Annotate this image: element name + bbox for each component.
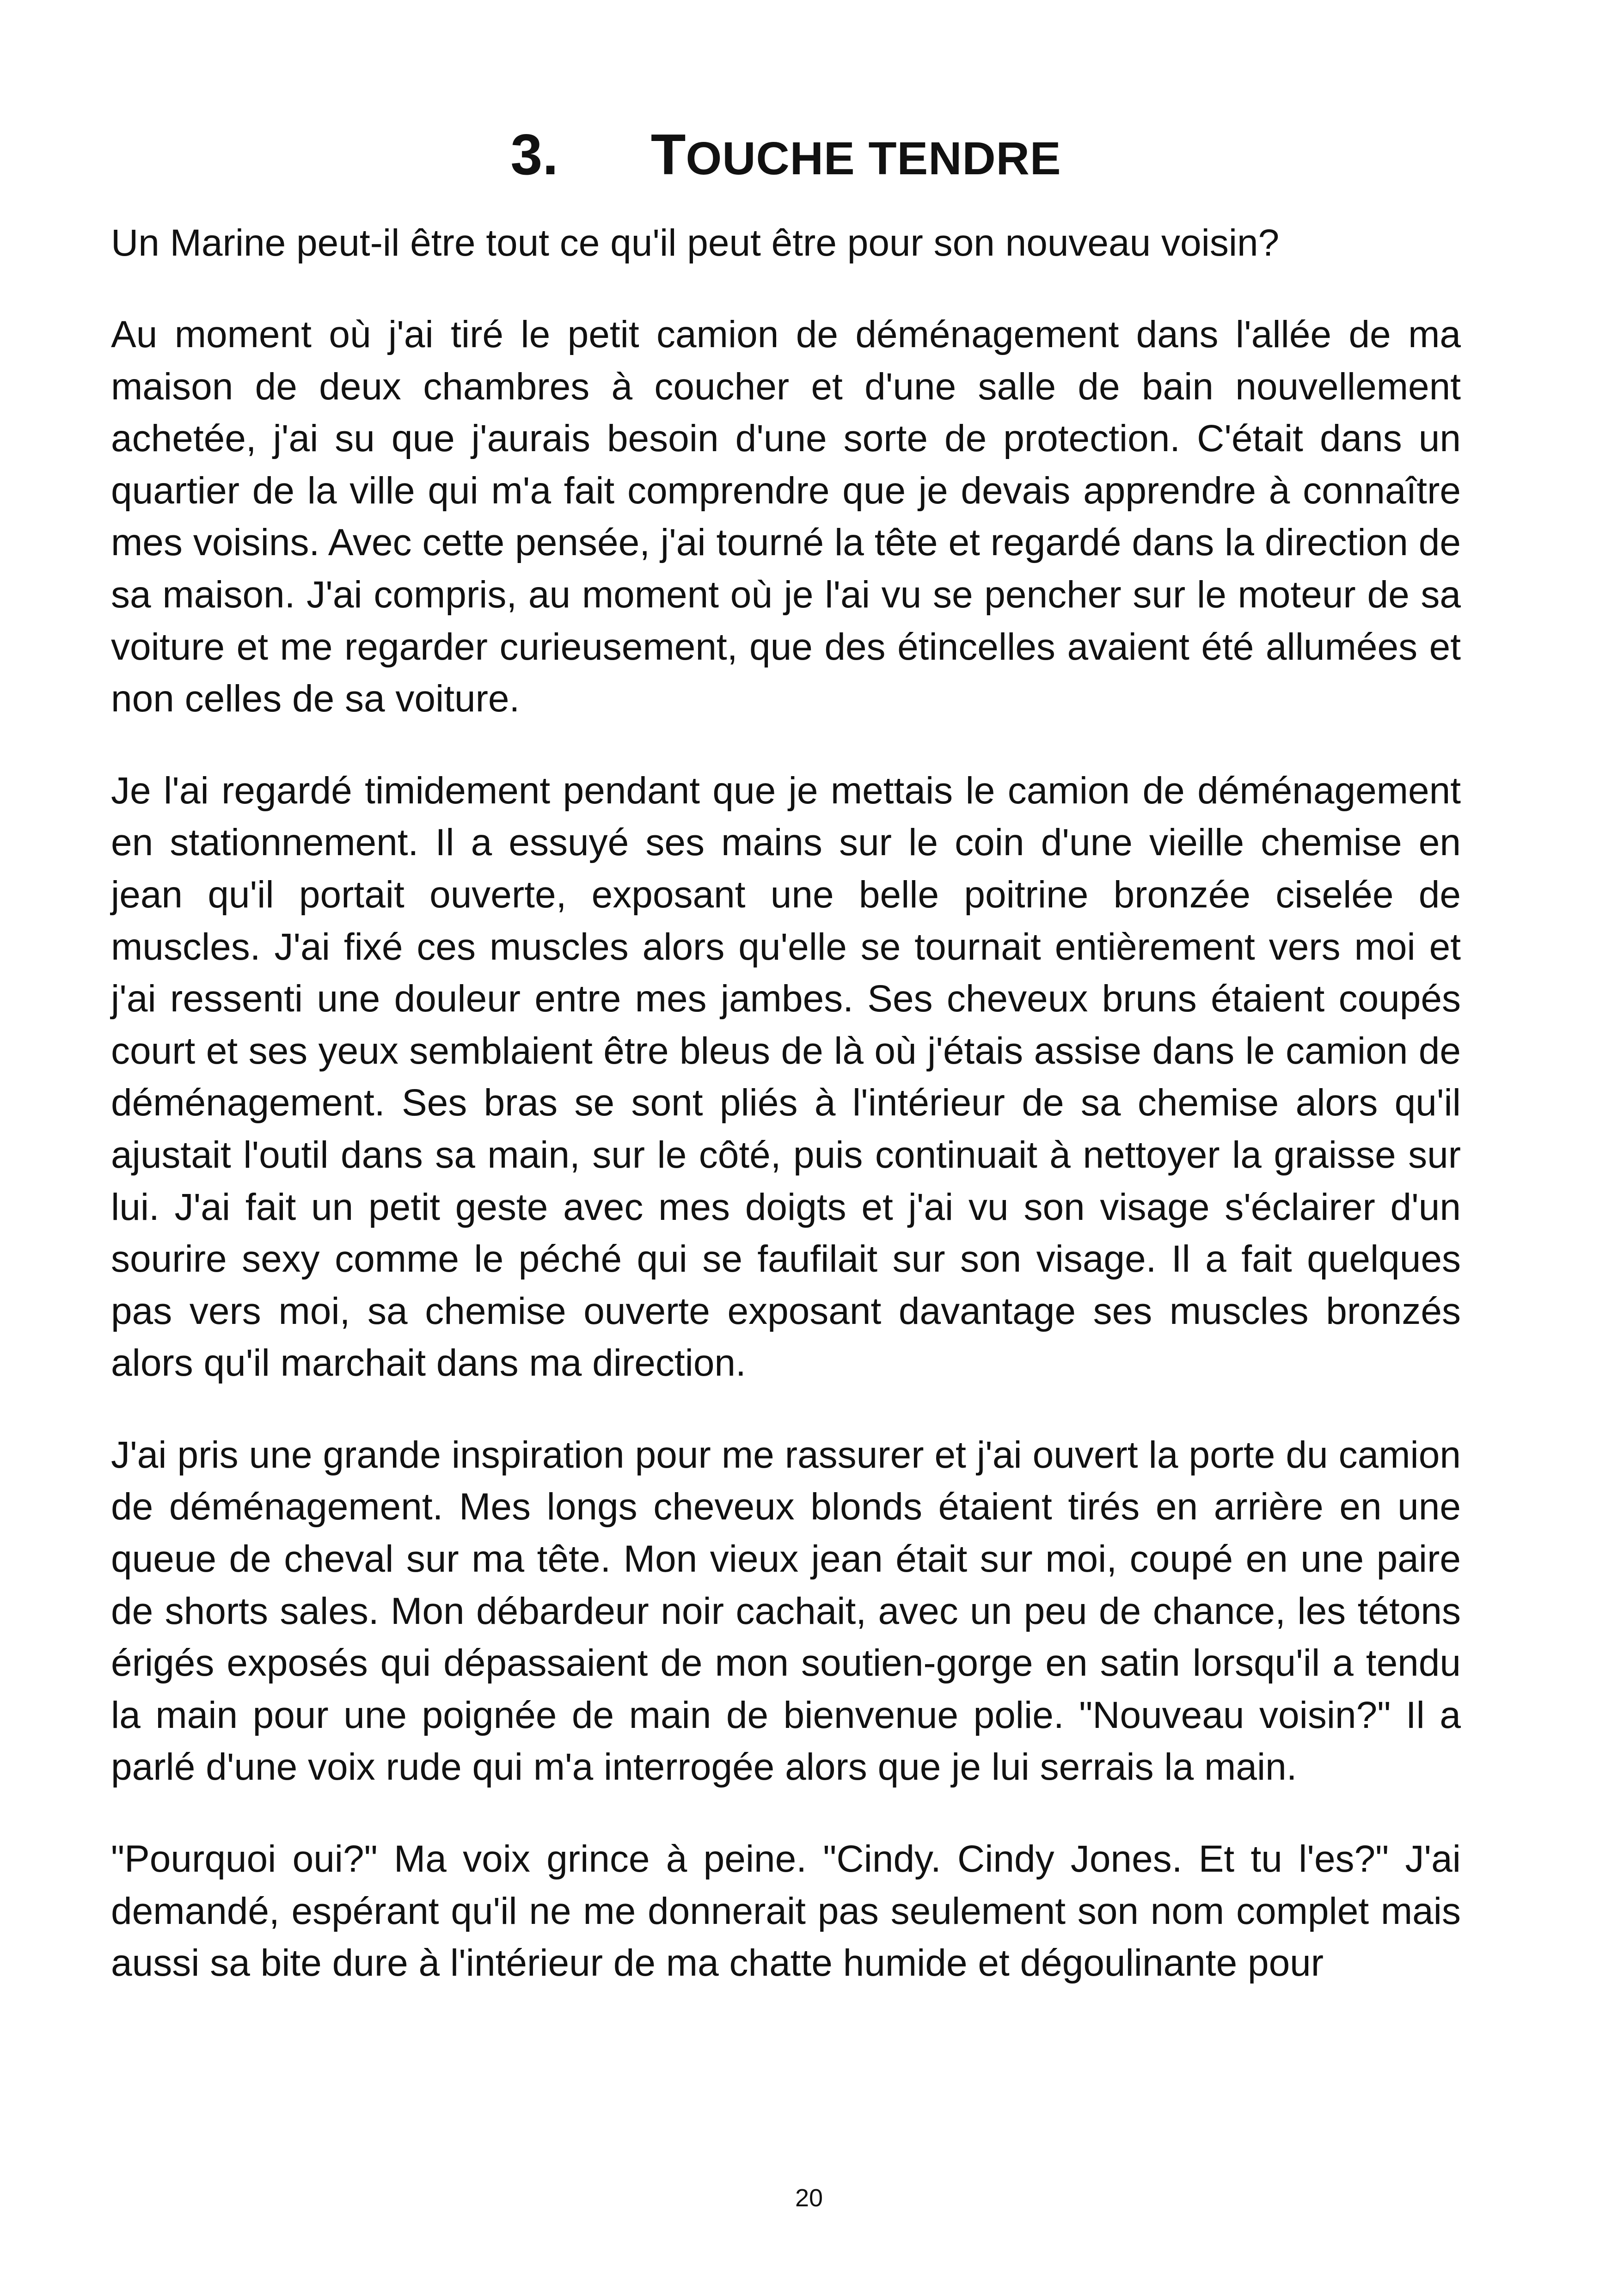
page-number: 20 — [795, 2184, 823, 2212]
chapter-heading — [111, 120, 1461, 193]
paragraph-3: J'ai pris une grande inspiration pour me rassurer et j'ai ouvert la porte du camion de déménagement. Mes longs cheveux blonds étaient tirés en arrière en une queue de cheval sur ma tête. Mon vieux jean était sur moi, coupé en une paire de shorts sales. Mon débardeur noir cachait, avec un peu de chance, les tétons érigés exposés qui dépassaient de mon soutien-gorge en satin lorsqu'il a tendu la main pour une poignée de main de bienvenue polie. "Nouveau voisin?" Il a parlé d'une voix rude qui m'a interrogée alors que je lui serrais la main. — [111, 1433, 1461, 1788]
body-text — [111, 309, 1461, 1990]
paragraph-4: "Pourquoi oui?" Ma voix grince à peine. "Cindy. Cindy Jones. Et tu l'es?" J'ai demandé, espérant qu'il ne me donnerait pas seulement son nom complet mais aussi sa bite dure à l'intérieur de ma chatte humide et dégoulinante pour — [111, 1838, 1461, 1984]
chapter-number: 3. — [510, 123, 558, 187]
chapter-subtitle: Un Marine peut-il être tout ce qu'il peut être pour son nouveau voisin? — [111, 222, 1280, 264]
paragraph-1: Au moment où j'ai tiré le petit camion de déménagement dans l'allée de ma maison de deux chambres à coucher et d'une salle de bain nouvellement achetée, j'ai su que j'aurais besoin d'une sorte de protection. C'était dans un quartier de la ville qui m'a fait comprendre que je devais apprendre à connaître mes voisins. Avec cette pensée, j'ai tourné la tête et regardé dans la direction de sa maison. J'ai compris, au moment où je l'ai vu se pencher sur le moteur de sa voiture et me regarder curieusement, que des étincelles avaient été allumées et non celles de sa voiture. — [111, 313, 1461, 720]
paragraph-2: Je l'ai regardé timidement pendant que je mettais le camion de déménagement en stationnement. Il a essuyé ses mains sur le coin d'une vieille chemise en jean qu'il portait ouverte, exposant une belle poitrine bronzée ciselée de muscles. J'ai fixé ces muscles alors qu'elle se tournait entièrement vers moi et j'ai ressenti une douleur entre mes jambes. Ses cheveux bruns étaient coupés court et ses yeux semblaient être bleus de là où j'étais assise dans le camion de déménagement. Ses bras se sont pliés à l'intérieur de sa chemise alors qu'il ajustait l'outil dans sa main, sur le côté, puis continuait à nettoyer la graisse sur lui. J'ai fait un petit geste avec mes doigts et j'ai vu son visage s'éclairer d'un sourire sexy comme le péché qui se faufilait sur son visage. Il a fait quelques pas vers moi, sa chemise ouverte exposant davantage ses muscles bronzés alors qu'il marchait dans ma direction. — [111, 769, 1461, 1384]
chapter-title-initial: T — [650, 123, 686, 187]
chapter-title-rest: OUCHE TENDRE — [686, 133, 1061, 184]
